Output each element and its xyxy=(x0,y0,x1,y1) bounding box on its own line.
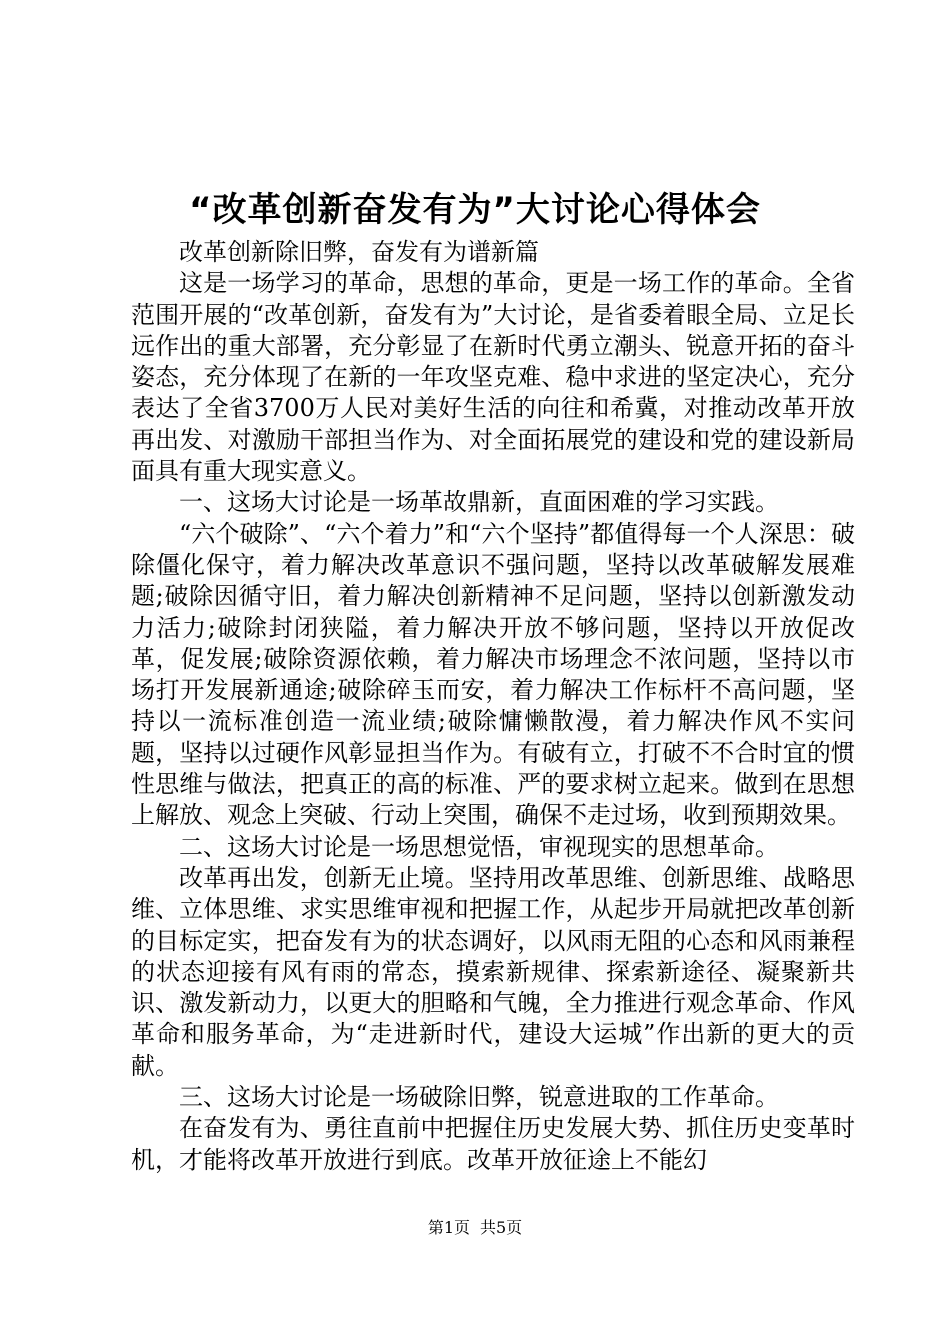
section-heading-2: 二、这场大讨论是一场思想觉悟，审视现实的思想革命。 xyxy=(179,832,779,861)
section-heading-3: 三、这场大讨论是一场破除旧弊，锐意进取的工作革命。 xyxy=(179,1083,779,1112)
section-3-paragraph: 在奋发有为、勇往直前中把握住历史发展大势、抓住历史变革时机，才能将改革开放进行到底。改革开放征途上不能幻 xyxy=(131,1114,855,1174)
page-number: 第1页 xyxy=(427,1218,470,1237)
section-1-paragraph: “六个破除”、“六个着力”和“六个坚持”都值得每一个人深思：破除僵化保守，着力解决改革意识不强问题，坚持以改革破解发展难题;破除因循守旧，着力解决创新精神不足问题，坚持以创新激发动力活力;破除封闭狭隘，着力解决开放不够问题，坚持以开放促改革，促发展;破除资源依赖，着力解决市场理念不浓问题，坚持以市场打开发展新通途;破除碎玉而安，着力解决工作标杆不高问题，坚持以一流标准创造一流业绩;破除慵懒散漫，着力解决作风不实问题，坚持以过硬作风彰显担当作为。有破有立，打破不不合时宜的惯性思维与做法，把真正的高的标准、严的要求树立起来。做到在思想上解放、观念上突破、行动上突围，确保不走过场，收到预期效果。 xyxy=(131,519,855,830)
intro-paragraph: 这是一场学习的革命，思想的革命，更是一场工作的革命。全省范围开展的“改革创新，奋发有为”大讨论，是省委着眼全局、立足长远作出的重大部署，充分彰显了在新时代勇立潮头、锐意开拓的奋斗姿态，充分体现了在新的一年攻坚克难、稳中求进的坚定决心，充分表达了全省3700万人民对美好生活的向往和希冀，对推动改革开放再出发、对激励干部担当作为、对全面拓展党的建设和党的建设新局面具有重大现实意义。 xyxy=(131,269,855,486)
subtitle-paragraph: 改革创新除旧弊，奋发有为谱新篇 xyxy=(179,238,539,266)
section-heading-1: 一、这场大讨论是一场革故鼎新，直面困难的学习实践。 xyxy=(179,488,779,517)
document-body xyxy=(131,237,855,1176)
page-total: 共5页 xyxy=(480,1218,523,1237)
section-2-paragraph: 改革再出发，创新无止境。坚持用改革思维、创新思维、战略思维、立体思维、求实思维审视和把握工作，从起步开局就把改革创新的目标定实，把奋发有为的状态调好，以风雨无阻的心态和风雨兼程的状态迎接有风有雨的常态，摸索新规律、探索新途径、凝聚新共识、激发新动力，以更大的胆略和气魄，全力推进行观念革命、作风革命和服务革命，为“走进新时代，建设大运城”作出新的更大的贡献。 xyxy=(131,863,855,1080)
page-footer xyxy=(0,1218,950,1238)
document-title: “改革创新奋发有为”大讨论心得体会 xyxy=(189,190,761,230)
